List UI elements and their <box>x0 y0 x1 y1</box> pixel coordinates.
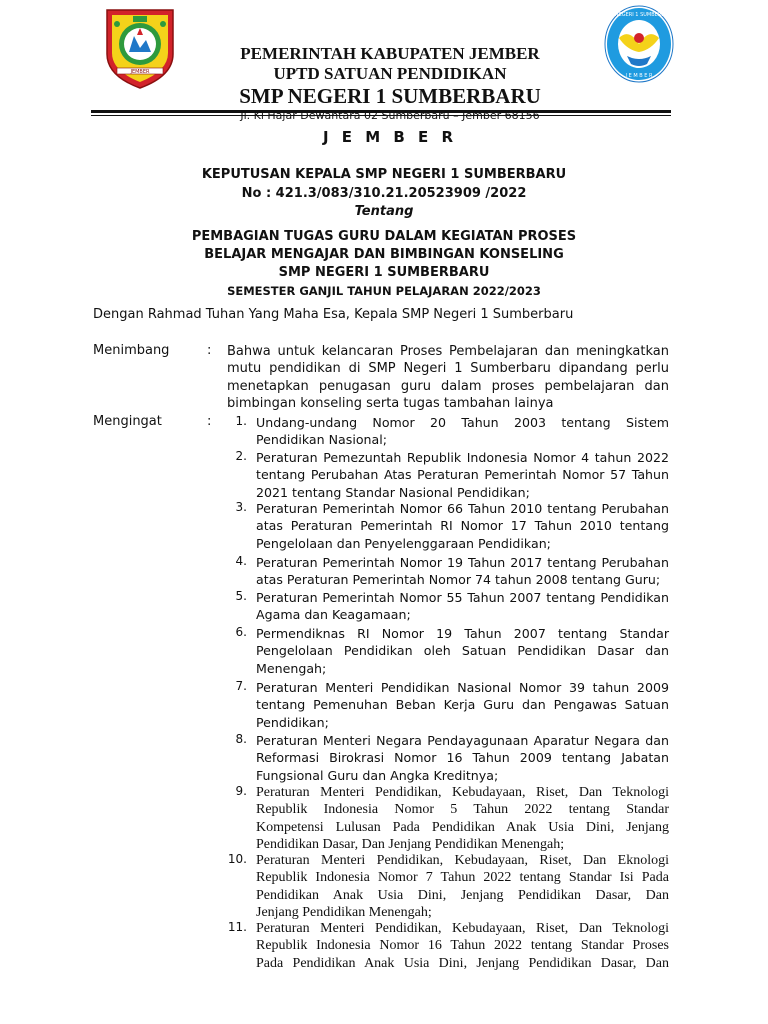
menimbang-colon: : <box>207 343 212 358</box>
decree-semester: SEMESTER GANJIL TAHUN PELAJARAN 2022/2023 <box>227 284 541 298</box>
school-emblem-icon <box>603 4 675 84</box>
decree-title: KEPUTUSAN KEPALA SMP NEGERI 1 SUMBERBARU <box>201 167 567 182</box>
header-government: PEMERINTAH KABUPATEN JEMBER <box>240 44 540 63</box>
svg-text:J E M B E R: J E M B E R <box>625 73 653 79</box>
decree-about: Tentang <box>354 204 414 219</box>
header-school-name: SMP NEGERI 1 SUMBERBARU <box>239 84 541 108</box>
decree-number: No : 421.3/083/310.21.20523909 /2022 <box>241 186 527 201</box>
menimbang-label: Menimbang <box>93 343 170 358</box>
jember-regency-emblem-icon <box>103 4 177 90</box>
decree-subject-line-3: SMP NEGERI 1 SUMBERBARU <box>278 265 490 280</box>
document-page: JEMBER SMP NEGERI 1 SUMBERBARU J E M B E R PEMERINTAH KABUPATEN JEMBER UPTD SATUAN PENDIDIKAN SMP NEGERI 1 SUMBERBARU Jl. Ki Hajar Dewantara 02 Sumberbaru – Jember 68156 J E M B E R KEPUTUSAN KEPALA SMP NEGERI 1 SUMBERBARU No : 421.3/083/310.21.20523909 /2022 Tentang PEMBAGIAN TUGAS GURU DALAM KEGIATAN PROSES BELAJAR MENGAJAR DAN BIMBINGAN KONSELING SMP NEGERI 1 SUMBERBARU SEMESTER GANJIL TAHUN PELAJARAN 2022/2023 Dengan Rahmad Tuhan Yang Maha Esa, Kepala SMP Negeri 1 Sumberbaru Menimbang : Bahwa untuk kelancaran Proses Pembelajaran dan meningkatkan mutu pendidikan di SMP Negeri 1 Sumberbaru dipandang perlu menetapkan penugasan guru dalam proses pembelajaran dan bimbingan konseling serta tugas tambahan lainya Mengingat : 1. Undang-undang Nomor 20 Tahun 2003 tentang Sistem Pendidikan Nasional; 2. Peraturan Pemezuntah Republik Indonesia Nomor 4 tahun 2022 tentang Perubahan Atas Peraturan Pemerintah Nomor 57 Tahun 2021 tentang Standar Nasional Pendidikan; 3. Peraturan Pemerintah Nomor 66 Tahun 2010 tentang Perubahan atas Peraturan Pemerintah RI Nomor 17 Tahun 2010 tentang Pengelolaan dan Penyelenggaraan Pendidikan; 4. Peraturan Pemerintah Nomor 19 Tahun 2017 tentang Perubahan atas Peraturan Pemerintah Nomor 74 tahun 2008 tentang Guru; 5. Peraturan Pemerintah Nomor 55 Tahun 2007 tentang Pendidikan Agama dan Keagamaan; 6. Permendiknas RI Nomor 19 Tahun 2007 tentang Standar Pengelolaan Pendidikan oleh Satuan Pendidikan Dasar dan Menengah; 7. Peraturan Menteri Pendidikan Nasional Nomor 39 tahun 2009 tentang Pemenuhan Beban Kerja Guru dan Pengawas Satuan Pendidikan; 8. Peraturan Menteri Negara Pendayagunaan Aparatur Negara dan Reformasi Birokrasi Nomor 16 Tahun 2009 tentang Jabatan Fungsional Guru dan Angka Kreditnya; 9. Peraturan Menteri Pendidikan, Kebudayaan, Riset, Dan Teknologi Republik Indonesia Nomor 5 Tahun 2022 tentang Standar Kompetensi Lulusan Pada Pendidikan Anak Usia Dini, Jenjang Pendidikan Dasar, Dan Jenjang Pendidikan Menengah; 10. Peraturan Menteri Pendidikan, Kebudayaan, Riset, Dan Eknologi Republik Indonesia Nomor 7 Tahun 2022 tentang Standar Isi Pada Pendidikan Anak Usia Dini, Jenjang Pendidikan Dasar, Dan Jenjang Pendidikan Menengah; 11. Peraturan Menteri Pendidikan, Kebudayaan, Riset, Dan Teknologi Republik Indonesia Nomor 16 Tahun 2022 tentang Standar Proses Pada Pendidikan Anak Usia Dini, Jenjang Pendidikan Dasar, Dan <box>0 0 768 1024</box>
opening-statement: Dengan Rahmad Tuhan Yang Maha Esa, Kepala SMP Negeri 1 Sumberbaru <box>93 307 574 322</box>
header-address: Jl. Ki Hajar Dewantara 02 Sumberbaru – Jember 68156 <box>240 109 540 122</box>
mengingat-colon: : <box>207 414 212 429</box>
svg-text:JEMBER: JEMBER <box>130 69 150 75</box>
svg-text:SMP NEGERI 1 SUMBERBARU: SMP NEGERI 1 SUMBERBARU <box>603 12 675 18</box>
menimbang-text: Bahwa untuk kelancaran Proses Pembelajaran dan meningkatkan mutu pendidikan di SMP Negeri 1 Sumberbaru dipandang perlu menetapkan penugasan guru dalam proses pembelajaran dan bimbingan konseling serta tugas tambahan lainya <box>227 344 669 411</box>
header-city: J E M B E R <box>322 128 458 146</box>
decree-subject-line-1: PEMBAGIAN TUGAS GURU DALAM KEGIATAN PROSES <box>191 229 577 244</box>
mengingat-label: Mengingat <box>93 414 162 429</box>
decree-subject-line-2: BELAJAR MENGAJAR DAN BIMBINGAN KONSELING <box>204 247 564 262</box>
header-unit: UPTD SATUAN PENDIDIKAN <box>273 64 507 83</box>
